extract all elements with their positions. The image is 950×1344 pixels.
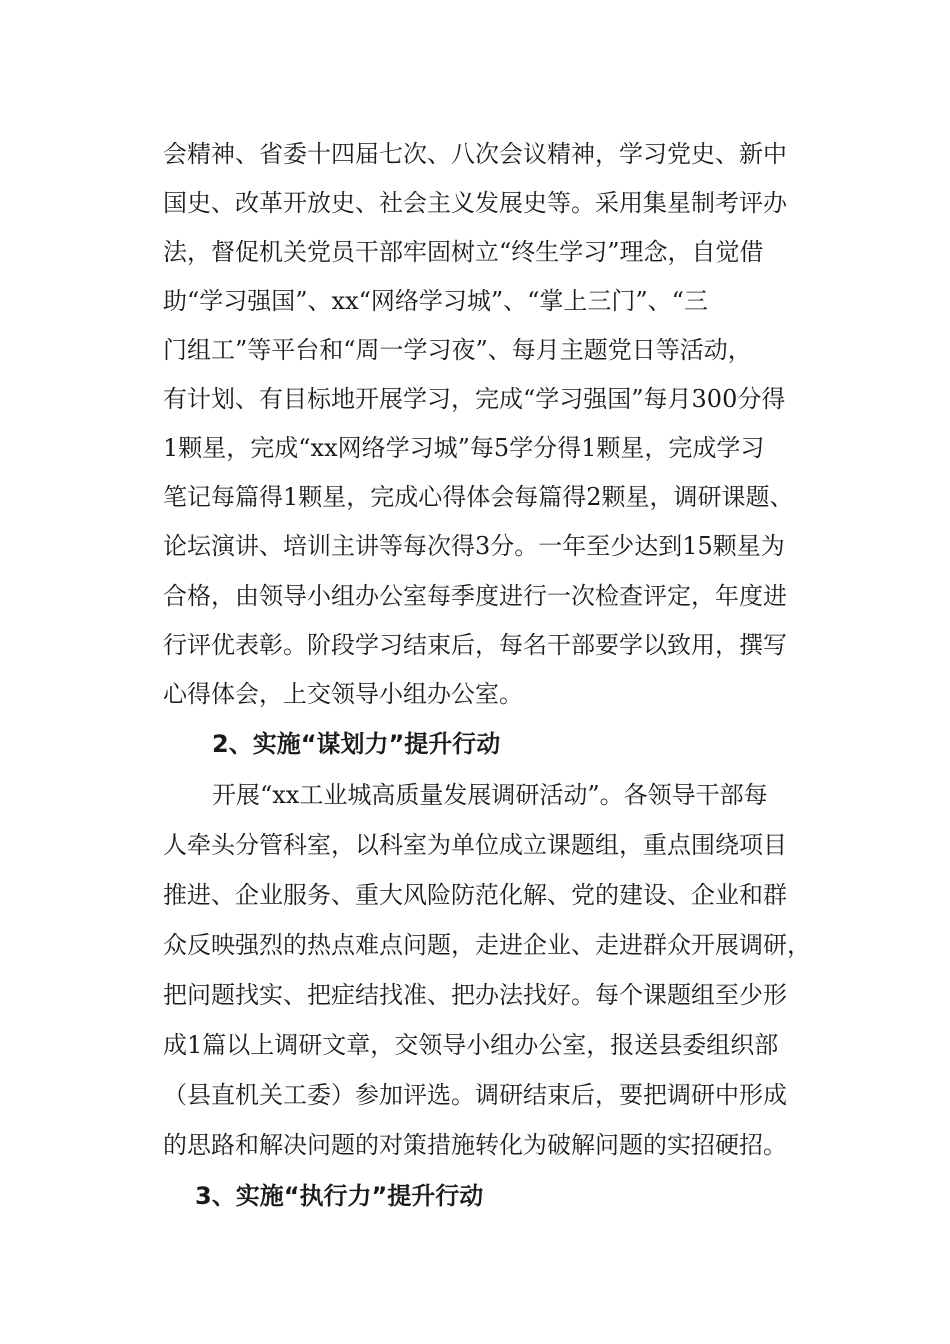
text-line: 助“学习强国”、xx“网络学习城”、“掌上三门”、“三 — [163, 287, 708, 315]
text-line: 众反映强烈的热点难点问题，走进企业、走进群众开展调研， — [163, 931, 811, 959]
text-line: 国史、改革开放史、社会主义发展史等。采用集星制考评办 — [163, 189, 787, 217]
text-line: 人牵头分管科室，以科室为单位成立课题组，重点围绕项目 — [163, 831, 787, 859]
text-line: 把问题找实、把症结找准、把办法找好。每个课题组至少形 — [163, 981, 787, 1009]
text-line: 开展“xx工业城高质量发展调研活动”。各领导干部每 — [212, 781, 768, 809]
text-line: 论坛演讲、培训主讲等每次得3分。一年至少达到15颗星为 — [163, 532, 785, 560]
text-line: 有计划、有目标地开展学习，完成“学习强国”每月300分得 — [163, 385, 786, 413]
text-line: 推进、企业服务、重大风险防范化解、党的建设、企业和群 — [163, 881, 787, 909]
text-line: 笔记每篇得1颗星，完成心得体会每篇得2颗星，调研课题、 — [163, 483, 794, 511]
text-line: 门组工”等平台和“周一学习夜”、每月主题党日等活动， — [163, 336, 752, 364]
section-heading-3: 3、实施“执行力”提升行动 — [195, 1182, 484, 1210]
text-line: 1颗星，完成“xx网络学习城”每5学分得1颗星，完成学习 — [163, 434, 765, 462]
text-line: 法，督促机关党员干部牢固树立“终生学习”理念，自觉借 — [163, 238, 764, 266]
section-heading-2: 2、实施“谋划力”提升行动 — [212, 730, 501, 758]
text-line: 的思路和解决问题的对策措施转化为破解问题的实招硬招。 — [163, 1131, 787, 1159]
text-line: 行评优表彰。阶段学习结束后，每名干部要学以致用，撰写 — [163, 631, 787, 659]
text-line: （县直机关工委）参加评选。调研结束后，要把调研中形成 — [163, 1081, 787, 1109]
text-line: 成1篇以上调研文章，交领导小组办公室，报送县委组织部 — [163, 1031, 779, 1059]
text-line: 心得体会，上交领导小组办公室。 — [163, 680, 523, 708]
text-line: 会精神、省委十四届七次、八次会议精神，学习党史、新中 — [163, 140, 787, 168]
text-line: 合格，由领导小组办公室每季度进行一次检查评定，年度进 — [163, 582, 787, 610]
